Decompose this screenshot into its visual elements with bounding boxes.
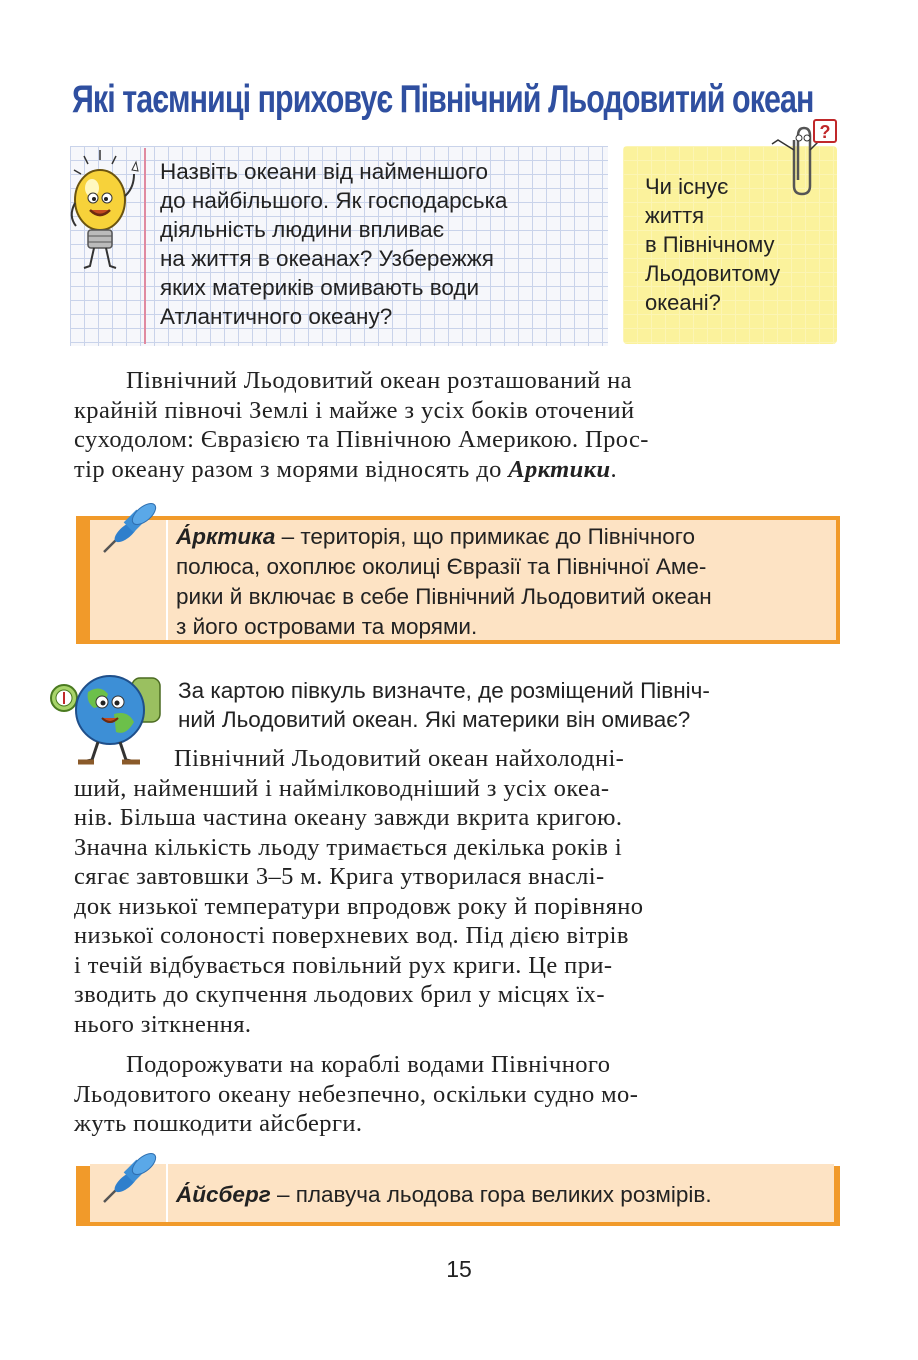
map-task-text: За картою півкуль визначте, де розміщений Північ- ний Льодовитий океан. Які материки він омиває? — [178, 678, 710, 732]
pushpin-icon — [94, 1150, 164, 1210]
term-aisberg: А́йсберг — [176, 1182, 271, 1207]
definition-2-text: А́йсберг – плавуча льодова гора великих розмірів. — [176, 1182, 712, 1207]
pushpin-icon — [94, 500, 164, 560]
sticky-note-text: Чи існує життя в Північному Льодовитому океані? — [645, 174, 781, 315]
definition-2-divider — [166, 1164, 168, 1222]
lightbulb-icon — [66, 148, 146, 274]
paragraph-1: Північний Льодовитий океан розташований на крайній півночі Землі і майже з усіх боків оточений суходолом: Євразією та Північною Америкою. Прос- тір океану разом з морями відносять до Арктики. — [74, 367, 649, 483]
questions-text: Назвіть океани від найменшого до найбільшого. Як господарська діяльність людини впливає на життя в океанах? Узбережжя яких материків омивають води Атлантичного океану? — [160, 159, 508, 329]
term-arktyka: А́рктика — [176, 524, 276, 549]
term-arctic: Арктики — [508, 455, 611, 483]
page-title: Які таємниці приховує Північний Льодовитий океан — [72, 78, 814, 121]
svg-text:?: ? — [819, 122, 831, 142]
paragraph-2: Північний Льодовитий океан найхолодні- ший, найменший і наймілководніший з усіх океа- нів. Більша частина океану завжди вкрита кригою. Значна кількість льоду тримається декілька років і сягає завтовшки 3–5 м. Крига утворилася внаслі- док низької температури впродовж року й порівняно низької солоності поверхневих вод. Під дією вітрів і течій відбувається повільний рух криги. Це при- зводить до скупчення льодових брил у місцях їх- нього зіткнення. — [74, 745, 644, 1038]
paragraph-3: Подорожувати на кораблі водами Північного Льодовитого океану небезпечно, оскільки судно мо- жуть пошкодити айсберги. — [74, 1051, 639, 1137]
page-number: 15 — [446, 1256, 472, 1282]
definition-1-divider — [166, 520, 168, 640]
definition-1-text: А́рктика – територія, що примикає до Північного полюса, охоплює околиці Євразії та Північної Аме- рики й включає в себе Північний Льодовитий океан з його островами та морями. — [176, 524, 712, 639]
